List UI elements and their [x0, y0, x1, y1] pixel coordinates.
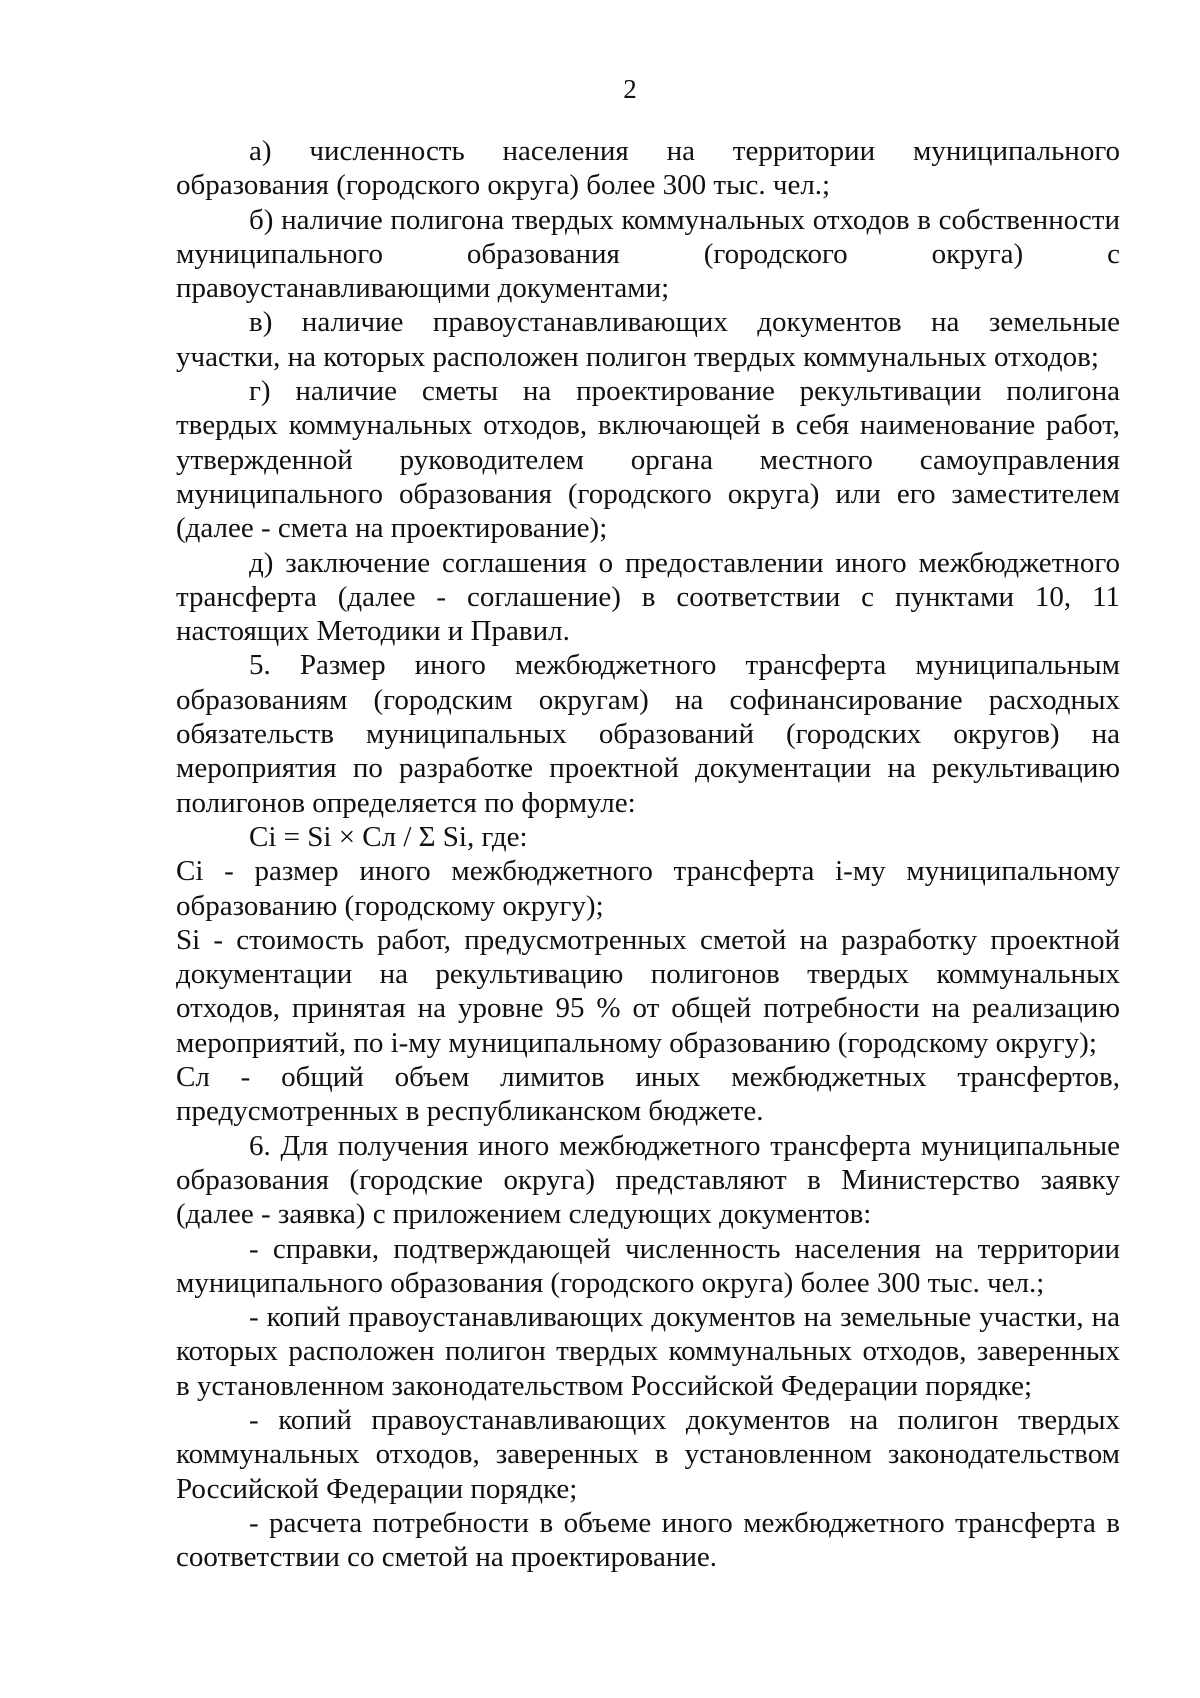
item-a-population: а) численность населения на территории муниципального образования (городского округа) более 300 тыс. чел.; [176, 135, 1120, 202]
definition-sl: Сл - общий объем лимитов иных межбюджетных трансфертов, предусмотренных в республиканском бюджете. [176, 1061, 1120, 1128]
document-body [176, 134, 1120, 1574]
item-d-agreement: д) заключение соглашения о предоставлении иного межбюджетного трансферта (далее - соглашение) в соответствии с пунктами 10, 11 настоящих Методики и Правил. [176, 546, 1120, 648]
document-item-landfill-documents: - копий правоустанавливающих документов на полигон твердых коммунальных отходов, заверенных в установленном законодательством Российской Федерации порядке; [176, 1403, 1120, 1505]
clause-5-paragraph: 5. Размер иного межбюджетного трансферта муниципальным образованиям (городским округам) на софинансирование расходных обязательств муниципальных образований (городских округов) на мероприятия по разработке проектной документации на рекультивацию полигонов определяется по формуле: [176, 649, 1120, 819]
document-item-calculation: - расчета потребности в объеме иного межбюджетного трансферта в соответствии со сметой на проектирование. [176, 1506, 1120, 1574]
item-g-estimate: г) наличие сметы на проектирование рекультивации полигона твердых коммунальных отходов, включающей в себя наименование работ, утвержденной руководителем органа местного самоуправления муниципального образования (городского округа) или его заместителем (далее - смета на проектирование); [176, 375, 1120, 545]
clause-6-paragraph: 6. Для получения иного межбюджетного трансферта муниципальные образования (городские округа) представляют в Министерство заявку (далее - заявка) с приложением следующих документов: [176, 1129, 1120, 1231]
definition-si: Si - стоимость работ, предусмотренных сметой на разработку проектной документации на рекультивацию полигонов твердых коммунальных отходов, принятая на уровне 95 % от общей потребности на реализацию мероприятий, по i-му муниципальному образованию (городскому округу); [176, 923, 1120, 1059]
item-b-landfill-ownership: б) наличие полигона твердых коммунальных отходов в собственности муниципального образования (городского округа) с правоустанавливающими документами; [176, 203, 1120, 305]
item-v-land-documents: в) наличие правоустанавливающих документов на земельные участки, на которых расположен полигон твердых коммунальных отходов; [176, 306, 1120, 373]
document-item-population-certificate: - справки, подтверждающей численность населения на территории муниципального образования (городского округа) более 300 тыс. чел.; [176, 1232, 1120, 1299]
definition-ci: Ci - размер иного межбюджетного трансферта i-му муниципальному образованию (городскому округу); [176, 855, 1120, 922]
transfer-formula: Ci = Si × Сл / Σ Si, где: [249, 820, 528, 853]
page-number: 2 [623, 74, 637, 104]
document-item-land-documents: - копий правоустанавливающих документов на земельные участки, на которых расположен полигон твердых коммунальных отходов, заверенных в установленном законодательством Российской Федерации порядке; [176, 1301, 1120, 1402]
